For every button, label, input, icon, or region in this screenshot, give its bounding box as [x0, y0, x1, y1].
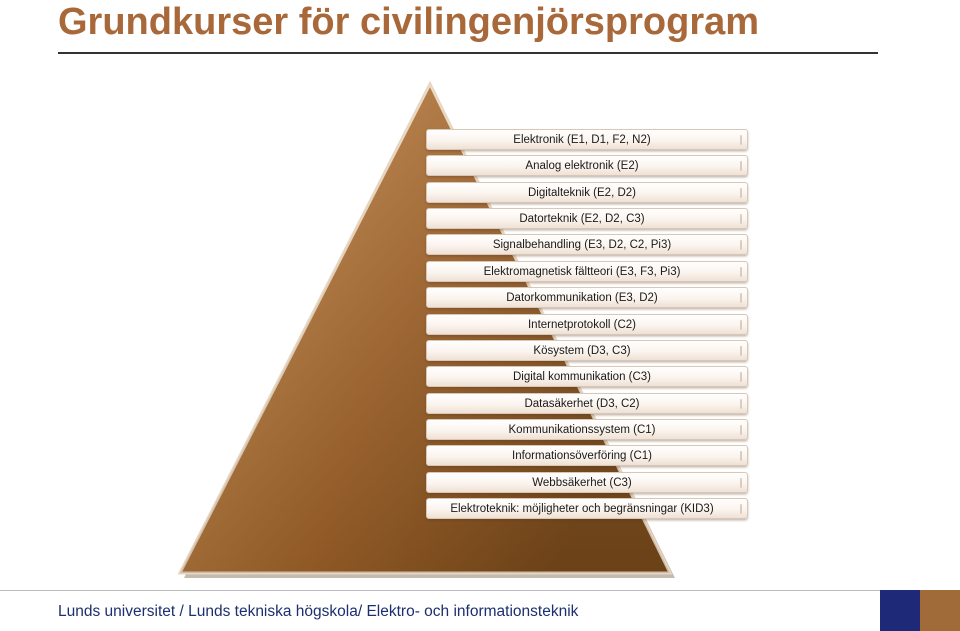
bar-tick-decoration [740, 188, 742, 198]
course-label: Signalbehandling (E3, D2, C2, Pi3) [492, 239, 672, 252]
footer-blue-block [880, 590, 920, 631]
course-label: Datorkommunikation (E3, D2) [506, 292, 658, 305]
course-item-kommunikationssystem [426, 419, 748, 440]
course-list [426, 129, 748, 524]
course-label: Informationsöverföring (C1) [512, 450, 652, 463]
footer-text: Lunds universitet / Lunds tekniska högskola/ Elektro- och informationsteknik [58, 603, 579, 620]
bar-tick-decoration [740, 161, 742, 171]
bar-tick-decoration [740, 267, 742, 277]
footer-divider [0, 590, 880, 591]
slide-title: Grundkurser för civilingenjörsprogram [58, 1, 760, 43]
bar-tick-decoration [740, 320, 742, 330]
bar-tick-decoration [740, 293, 742, 303]
course-item-kosystem [426, 340, 748, 361]
bar-tick-decoration [740, 399, 742, 409]
course-item-signalbehandling [426, 234, 748, 255]
course-label: Internetprotokoll (C2) [527, 318, 637, 331]
bar-tick-decoration [740, 478, 742, 488]
course-item-digital-kommunikation [426, 366, 748, 387]
bar-tick-decoration [740, 240, 742, 250]
course-label: Kösystem (D3, C3) [533, 344, 631, 357]
course-label: Digital kommunikation (C3) [512, 371, 652, 384]
course-item-elektroteknik [426, 498, 748, 519]
course-label: Elektronik (E1, D1, F2, N2) [513, 134, 651, 146]
course-label: Digitalteknik (E2, D2) [527, 186, 636, 199]
course-label: Datorteknik (E2, D2, C3) [519, 213, 645, 226]
footer [0, 590, 960, 631]
course-item-elektronik [426, 129, 748, 150]
bar-tick-decoration [740, 135, 742, 145]
course-label: Elektroteknik: möjligheter och begränsningar (KID3) [450, 503, 714, 516]
course-item-datorkommunikation [426, 287, 748, 308]
bar-tick-decoration [740, 214, 742, 224]
course-item-analog-elektronik [426, 155, 748, 176]
bar-tick-decoration [740, 425, 742, 435]
course-item-webbsakerhet [426, 472, 748, 493]
course-label: Analog elektronik (E2) [525, 160, 639, 173]
course-label: Elektromagnetisk fältteori (E3, F3, Pi3) [483, 265, 681, 278]
course-item-datorteknik [426, 208, 748, 229]
footer-brown-block [920, 590, 960, 631]
course-label: Webbsäkerhet (C3) [532, 476, 632, 489]
bar-tick-decoration [740, 504, 742, 514]
course-item-internetprotokoll [426, 314, 748, 335]
course-item-datasakerhet [426, 393, 748, 414]
course-item-digitalteknik [426, 182, 748, 203]
bar-tick-decoration [740, 372, 742, 382]
course-item-elektromagnetisk-faltteori [426, 261, 748, 282]
bar-tick-decoration [740, 451, 742, 461]
course-label: Kommunikationssystem (C1) [508, 423, 656, 436]
course-item-informationsoverforing [426, 445, 748, 466]
bar-tick-decoration [740, 346, 742, 356]
course-label: Datasäkerhet (D3, C2) [524, 397, 640, 410]
